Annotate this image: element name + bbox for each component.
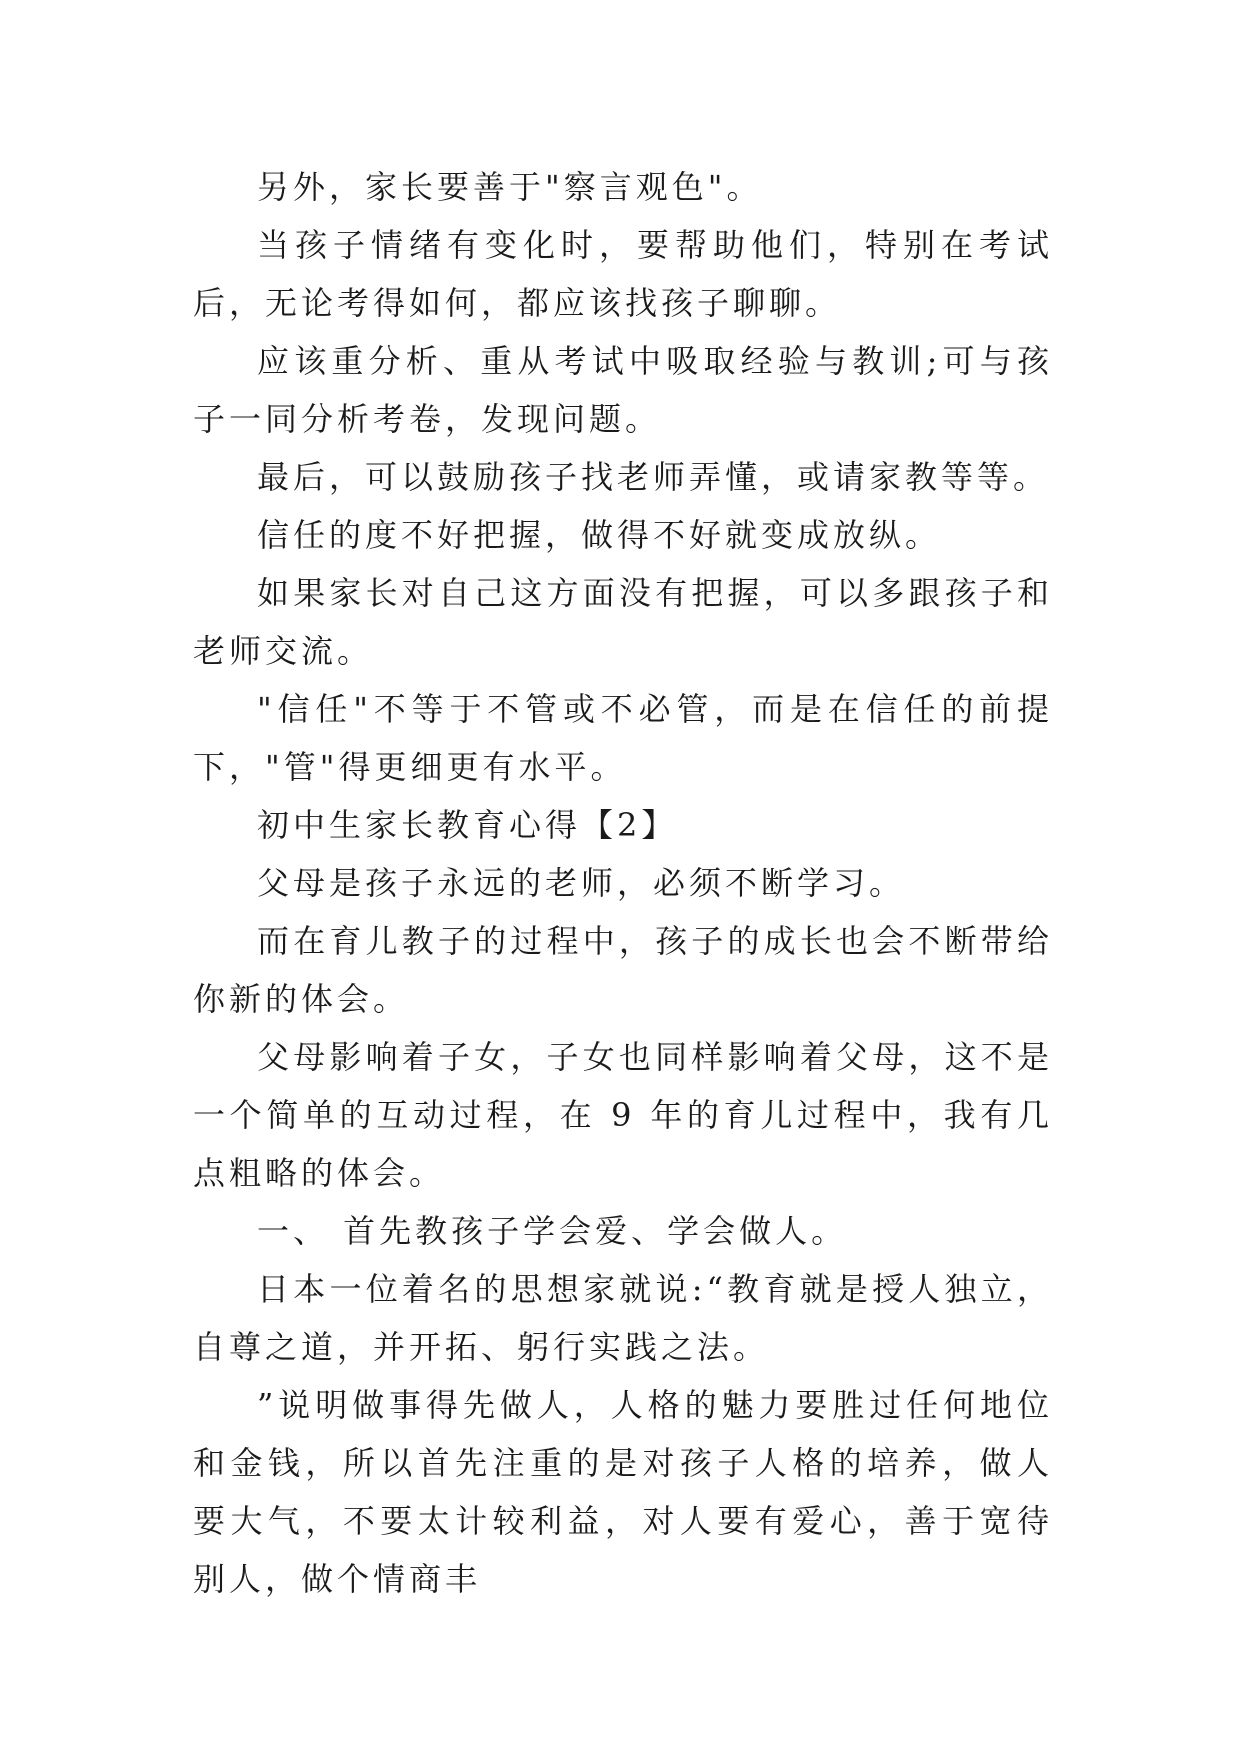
- numbered-point: 一、 首先教孩子学会爱、学会做人。: [257, 1212, 848, 1250]
- paragraph: 而在育儿教子的过程中，孩子的成长也会不断带给你新的体会。: [193, 922, 1053, 1018]
- paragraph: 应该重分析、重从考试中吸取经验与教训;可与孩子一同分析考卷，发现问题。: [193, 342, 1053, 438]
- paragraph: 父母影响着子女，子女也同样影响着父母，这不是一个简单的互动过程，在 9 年的育儿过程中，我有几点粗略的体会。: [193, 1038, 1053, 1192]
- document-body: [193, 158, 1053, 1608]
- paragraph: 父母是孩子永远的老师，必须不断学习。: [257, 864, 906, 902]
- paragraph: 信任的度不好把握，做得不好就变成放纵。: [257, 516, 942, 554]
- paragraph: 当孩子情绪有变化时，要帮助他们，特别在考试后，无论考得如何，都应该找孩子聊聊。: [193, 226, 1053, 322]
- paragraph: 最后，可以鼓励孩子找老师弄懂，或请家教等等。: [257, 458, 1050, 496]
- paragraph: 如果家长对自己这方面没有把握，可以多跟孩子和老师交流。: [193, 574, 1053, 670]
- paragraph: ”说明做事得先做人，人格的魅力要胜过任何地位和金钱，所以首先注重的是对孩子人格的培养，做人要大气，不要太计较利益，对人要有爱心，善于宽待别人，做个情商丰: [193, 1386, 1053, 1598]
- section-heading: 初中生家长教育心得【2】: [257, 806, 678, 844]
- paragraph: 日本一位着名的思想家就说:“教育就是授人独立，自尊之道，并开拓、躬行实践之法。: [193, 1270, 1053, 1366]
- paragraph: 另外，家长要善于"察言观色"。: [257, 168, 763, 206]
- paragraph: "信任"不等于不管或不必管，而是在信任的前提下，"管"得更细更有水平。: [193, 690, 1053, 786]
